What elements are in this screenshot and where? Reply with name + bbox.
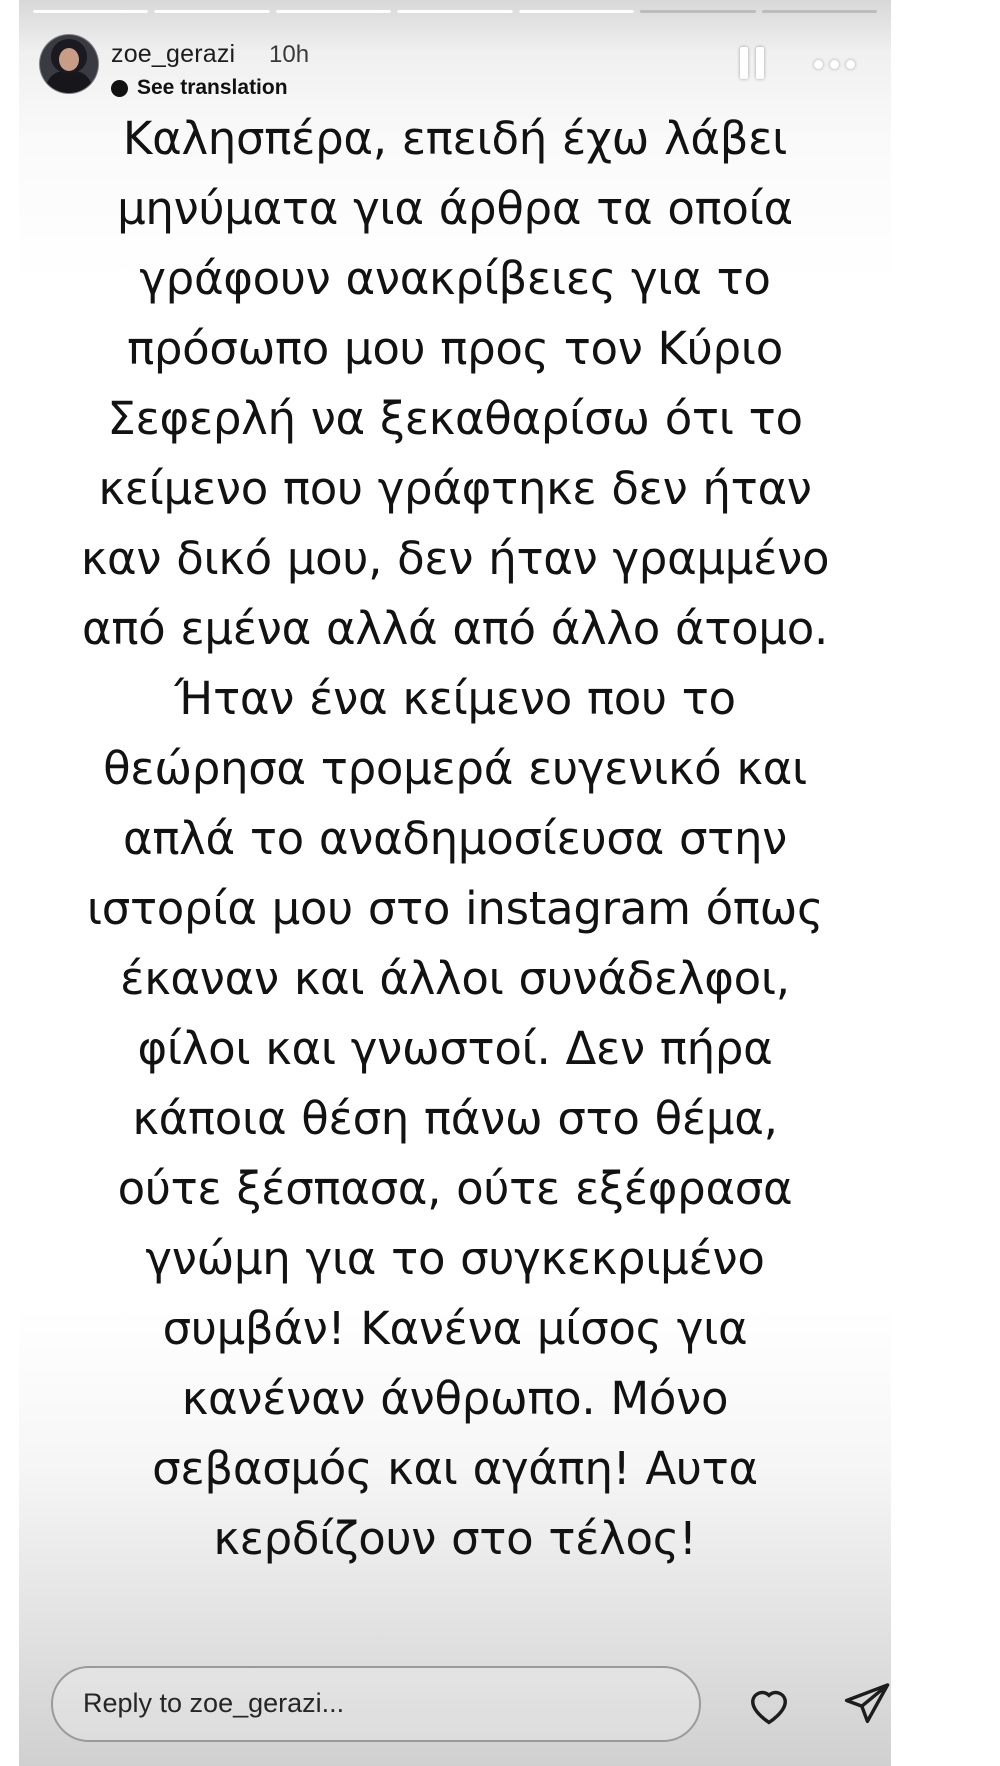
avatar[interactable] [39, 34, 99, 94]
progress-segment[interactable] [397, 10, 512, 13]
more-options-icon[interactable] [809, 54, 859, 74]
progress-segment[interactable] [276, 10, 391, 13]
story-progress-bar [33, 10, 877, 14]
progress-segment[interactable] [762, 10, 877, 13]
username-label[interactable]: zoe_gerazi [111, 40, 236, 68]
see-translation-button[interactable] [111, 76, 288, 100]
progress-segment[interactable] [154, 10, 269, 13]
instagram-story-viewer[interactable] [19, 0, 891, 1766]
pause-icon[interactable] [737, 46, 767, 80]
reply-input[interactable] [51, 1666, 701, 1742]
story-text: Καλησπέρα, επειδή έχω λάβει μηνύματα για άρθρα τα οποία γράφουν ανακρίβειες για το πρόσωπο μου προς τον Κύριο Σεφερλή να ξεκαθαρίσω ότι το κείμενο που γράφτηκε δεν ήταν καν δικό μου, δεν ήταν γραμμένο από εμένα αλλά από άλλο άτομο. Ήταν ένα κείμενο που το θεώρησα τρομερά ευγενικό και απλά το αναδημοσίευσα στην ιστορία μου στο instagram όπως έκαναν και άλλοι συνάδελφοι, φίλοι και γνωστοί. Δεν πήρα κάποια θέση πάνω στο θέμα, ούτε ξέσπασα, ούτε εξέφρασα γνώμη για το συγκεκριμένο συμβάν! Κανένα μίσος για κανέναν άνθρωπο. Μόνο σεβασμός και αγάπη! Αυτα κερδίζουν στο τέλος! [80, 112, 830, 1565]
send-icon[interactable] [841, 1678, 891, 1730]
story-footer [33, 1666, 877, 1744]
progress-segment[interactable] [33, 10, 148, 13]
heart-icon[interactable] [743, 1678, 795, 1730]
story-header [33, 30, 877, 100]
progress-segment[interactable] [640, 10, 755, 13]
see-translation-label: See translation [137, 76, 288, 99]
translate-dot-icon [111, 80, 128, 97]
reply-placeholder: Reply to zoe_gerazi... [83, 1688, 345, 1718]
timestamp-label: 10h [269, 41, 310, 68]
progress-segment[interactable] [519, 10, 634, 13]
